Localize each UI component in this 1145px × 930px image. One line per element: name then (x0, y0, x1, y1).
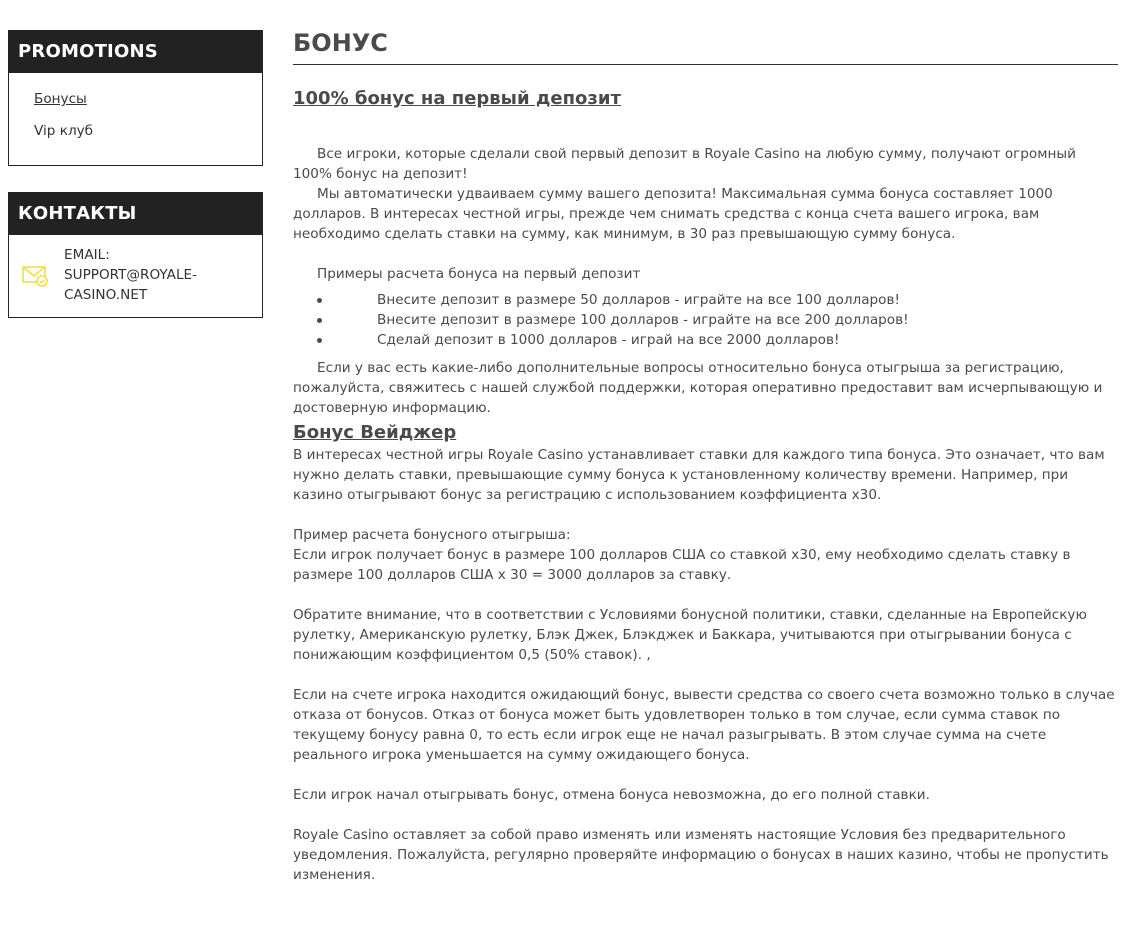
email-address-line2[interactable]: CASINO.NET (64, 287, 148, 303)
example-item: Внесите депозит в размере 50 долларов - играйте на все 100 долларов! (293, 290, 1118, 310)
wager-paragraph-3: Если на счете игрока находится ожидающий бонус, вывести средства со своего счета возможно только в случае отказа от бонусов. Отказ от бонуса может быть удовлетворен только в том случае, если сумма ставок по текущему бонусу равна 0, то есть если игрок еще не начал разыгрывать. В этом случае сумма на счете реального игрока уменьшается на сумму ожидающего бонуса. (293, 687, 1115, 763)
contacts-widget (8, 192, 263, 318)
sidebar-link-vip-club[interactable]: Vip клуб (34, 123, 94, 139)
contact-email (9, 235, 262, 317)
sidebar-item-bonuses[interactable] (34, 87, 262, 119)
wager-paragraph-5: Royale Casino оставляет за собой право изменять или изменять настоящие Условия без предварительного уведомления. Пожалуйста, регулярно проверяйте информацию о бонусах в наших казино, чтобы не пропустить изменения. (293, 827, 1109, 883)
first-deposit-heading: 100% бонус на первый депозит (293, 88, 621, 109)
wager-paragraph-4: Если игрок начал отыгрывать бонус, отмена бонуса невозможна, до его полной ставки. (293, 787, 930, 803)
first-deposit-paragraph-2: Мы автоматически удваиваем сумму вашего депозита! Максимальная сумма бонуса составляет 1000 долларов. В интересах честной игры, прежде чем снимать средства с конца счета вашего игрока, вам необходимо сделать ставки на сумму, как минимум, в 30 раз превышающую сумму бонуса. (293, 186, 1053, 242)
first-deposit-paragraph-1: Все игроки, которые сделали свой первый депозит в Royale Casino на любую сумму, получают огромный 100% бонус на депозит! (293, 146, 1076, 182)
contacts-title: КОНТАКТЫ (9, 193, 262, 235)
page-title: БОНУС (293, 28, 1118, 65)
wager-heading: Бонус Вейджер (293, 422, 457, 443)
support-paragraph: Если у вас есть какие-либо дополнительные вопросы относительно бонуса отыгрыша за регистрацию, пожалуйста, свяжитесь с нашей службой поддержки, которая оперативно предоставит вам исчерпывающую и достоверную информацию. (293, 360, 1103, 416)
email-text[interactable] (64, 245, 197, 305)
example-item: Внесите депозит в размере 100 долларов - играйте на все 200 долларов! (293, 310, 1118, 330)
promotions-title: PROMOTIONS (9, 31, 262, 73)
sidebar-link-bonuses[interactable]: Бонусы (34, 91, 87, 107)
wager-paragraph-1: В интересах честной игры Royale Casino устанавливает ставки для каждого типа бонуса. Это означает, что вам нужно делать ставки, превышающие сумму бонуса к установленному количеству времени. Например, при казино отыгрывают бонус за регистрацию с использованием коэффициента x30. (293, 447, 1105, 503)
sidebar (8, 30, 263, 344)
examples-list (293, 290, 1118, 350)
sidebar-item-vip-club[interactable] (34, 119, 262, 151)
promotions-widget (8, 30, 263, 166)
email-label: EMAIL: (64, 247, 110, 263)
wager-example-text: Если игрок получает бонус в размере 100 долларов США со ставкой x30, ему необходимо сделать ставку в размере 100 долларов США x 30 = 3000 долларов за ставку. (293, 547, 1071, 583)
wager-example-label: Пример расчета бонусного отыгрыша: (293, 527, 571, 543)
wager-paragraph-2: Обратите внимание, что в соответствии с Условиями бонусной политики, ставки, сделанные на Европейскую рулетку, Американскую рулетку, Блэк Джек, Блэкджек и Баккара, учитываются при отыгрывании бонуса с понижающим коэффициентом 0,5 (50% ставок). , (293, 607, 1087, 663)
main-content (293, 28, 1118, 885)
email-address-line1[interactable]: SUPPORT@ROYALE- (64, 267, 198, 283)
example-item: Сделай депозит в 1000 долларов - играй на все 2000 долларов! (293, 330, 1118, 350)
examples-label: Примеры расчета бонуса на первый депозит (317, 266, 641, 282)
promotions-list (9, 73, 262, 165)
envelope-icon (21, 261, 49, 289)
